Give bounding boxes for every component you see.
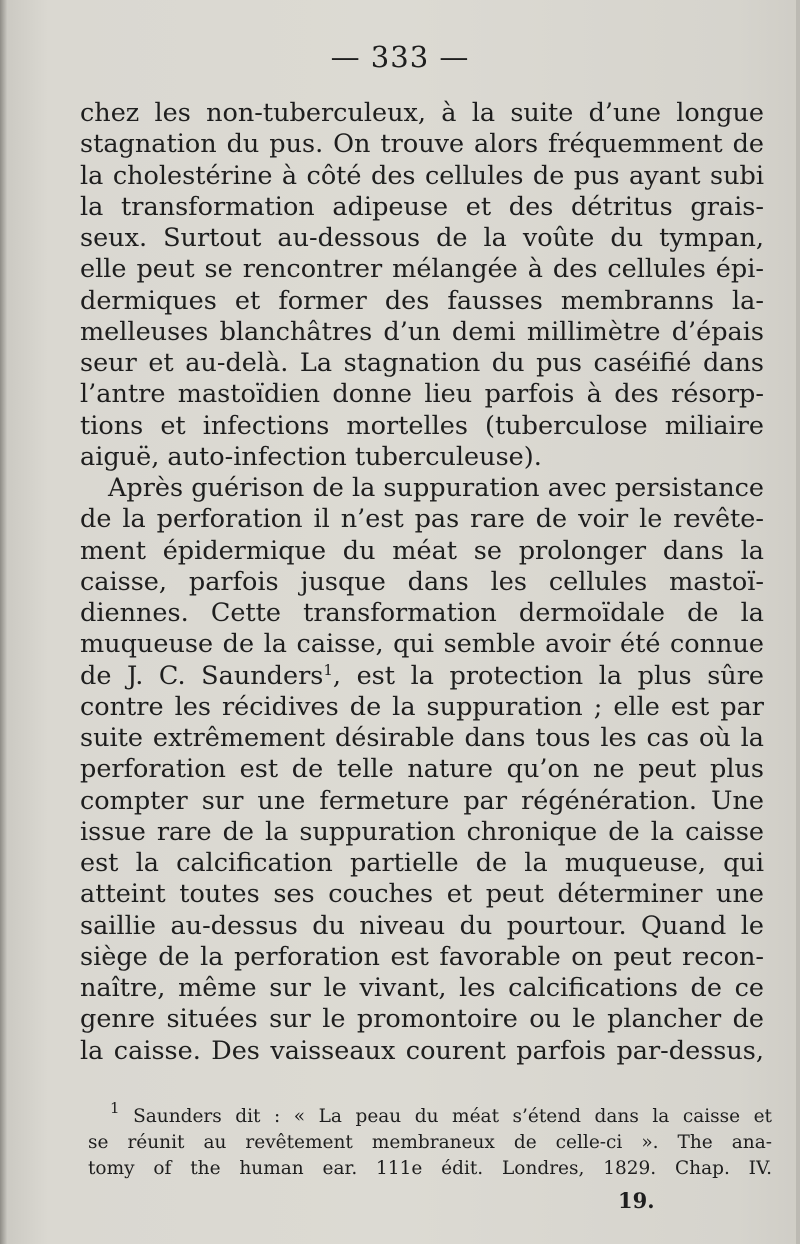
text-line: issue rare de la suppuration chronique de la caisse: [80, 816, 764, 847]
footnote-line: tomy of the human ear. 111e édit. Londres, 1829. Chap. IV.: [88, 1158, 772, 1179]
text-line: compter sur une fermeture par régénération. Une: [80, 785, 764, 816]
page-number: — 333 —: [330, 40, 470, 74]
text-line: saillie au-dessus du niveau du pourtour. Quand le: [80, 910, 764, 941]
text-line: chez les non-tuberculeux, à la suite d’une longue: [80, 98, 764, 128]
page-right-edge: [796, 0, 800, 1244]
text-line: siège de la perforation est favorable on peut recon-: [80, 941, 764, 972]
text-line: aiguë, auto-infection tuberculeuse).: [80, 441, 542, 472]
footnote-line: se réunit au revêtement membraneux de celle-ci ». The ana-: [88, 1132, 772, 1153]
text-line: dermiques et former des fausses membranns la-: [80, 285, 764, 316]
text-line: tions et infections mortelles (tuberculose miliaire: [80, 410, 764, 441]
text-segment: , est la protection la plus sûre: [332, 660, 764, 691]
text-line: stagnation du pus. On trouve alors fréquemment de: [80, 129, 764, 160]
text-line-with-footnote-ref: [80, 661, 764, 692]
text-segment: de J. C. Saunders: [80, 660, 324, 691]
page-binding-edge: [0, 0, 7, 1244]
text-line: la cholestérine à côté des cellules de pus ayant subi: [80, 160, 764, 191]
text-line: atteint toutes ses couches et peut déterminer une: [80, 879, 764, 910]
text-line: l’antre mastoïdien donne lieu parfois à des résorp-: [80, 379, 764, 410]
text-line: seux. Surtout au-dessous de la voûte du tympan,: [80, 223, 764, 253]
text-line: melleuses blanchâtres d’un demi millimètre d’épais: [80, 316, 764, 347]
text-line: diennes. Cette transformation dermoïdale de la: [80, 598, 764, 628]
footnote-line: [88, 1099, 772, 1130]
main-text: [80, 98, 764, 1067]
text-line: caisse, parfois jusque dans les cellules mastoï-: [80, 566, 764, 597]
text-line: elle peut se rencontrer mélangée à des cellules épi-: [80, 254, 764, 285]
text-line: est la calcification partielle de la muqueuse, qui: [80, 848, 764, 878]
footnote: [88, 1099, 772, 1182]
footnote-text: Saunders dit : « La peau du méat s’étend dans la caisse et: [133, 1106, 772, 1127]
text-line: la transformation adipeuse et des détritus grais-: [80, 191, 764, 222]
text-line: genre situées sur le promontoire ou le plancher de: [80, 1004, 764, 1035]
footnote-marker: 1: [110, 1099, 120, 1117]
text-line: de la perforation il n’est pas rare de voir le revête-: [80, 504, 764, 535]
signature-mark: 19.: [618, 1188, 655, 1213]
text-line: naître, même sur le vivant, les calcifications de ce: [80, 973, 764, 1003]
text-line: ment épidermique du méat se prolonger dans la: [80, 535, 764, 566]
text-line: seur et au-delà. La stagnation du pus caséifié dans: [80, 348, 764, 378]
paragraph-start-line: Après guérison de la suppuration avec persistance: [108, 473, 764, 503]
text-line: contre les récidives de la suppuration ; elle est par: [80, 691, 764, 722]
text-line: la caisse. Des vaisseaux courent parfois par-dessus,: [80, 1035, 764, 1066]
text-line: muqueuse de la caisse, qui semble avoir été connue: [80, 629, 764, 660]
text-line: suite extrêmement désirable dans tous les cas où la: [80, 723, 764, 753]
footnote-reference: 1: [323, 660, 333, 679]
text-line: perforation est de telle nature qu’on ne peut plus: [80, 754, 764, 785]
